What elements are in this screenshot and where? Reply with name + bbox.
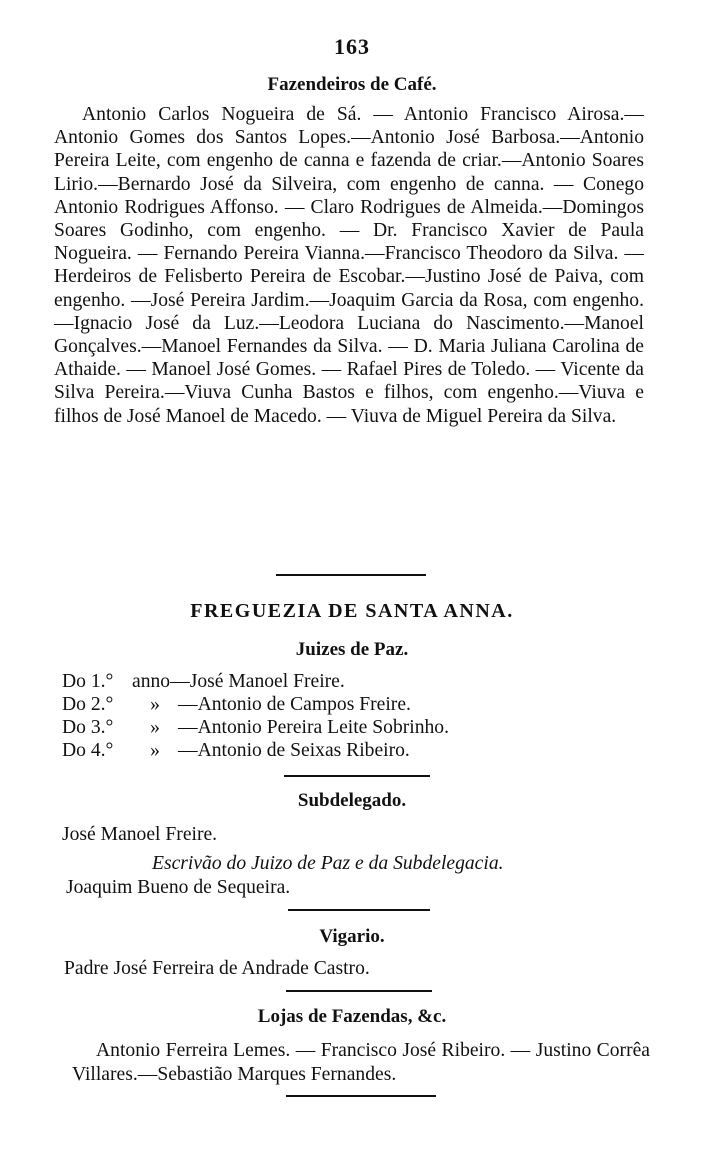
juiz-ordinal: Do 4.° (62, 740, 114, 761)
divider (286, 990, 432, 992)
section-heading-fazendeiros: Fazendeiros de Café. (267, 74, 437, 95)
section-heading-juizes: Juizes de Paz. (295, 639, 409, 660)
juiz-name: —Antonio de Seixas Ribeiro. (178, 740, 410, 761)
juiz-name: —Antonio Pereira Leite Sobrinho. (178, 717, 449, 738)
juiz-ordinal: Do 1.° (62, 671, 114, 692)
juiz-mark: anno (132, 671, 171, 692)
lojas-list: Antonio Ferreira Lemes. — Francisco José Ribeiro. — Justino Corrêa Villares.—Sebastião Marques Fernandes. (72, 1040, 650, 1085)
subdelegado-name: José Manoel Freire. (62, 824, 218, 845)
juiz-row (62, 671, 345, 693)
fazendeiros-list: Antonio Carlos Nogueira de Sá. — Antonio Francisco Airosa.—Antonio Gomes dos Santos Lopes.—Antonio José Barbosa.—Antonio Pereira Leite, com engenho de canna e fazenda de criar.—Antonio Soares Lirio.—Bernardo José da Silveira, com engenho de canna. — Conego Antonio Rodrigues Affonso. — Claro Rodrigues de Almeida.—Domingos Soares Godinho, com engenho. — Dr. Francisco Xavier de Paula Nogueira. — Fernando Pereira Vianna.—Francisco Theodoro da Silva. — Herdeiros de Felisberto Pereira de Escobar.—Justino José de Paiva, com engenho. —José Pereira Jardim.—Joaquim Garcia da Rosa, com engenho.—Ignacio José da Luz.—Leodora Luciana do Nascimento.—Manoel Gonçalves.—Manoel Fernandes da Silva. — D. Maria Juliana Carolina de Athaide. — Manoel José Gomes. — Rafael Pires de Toledo. — Vicente da Silva Pereira.—Viuva Cunha Bastos e filhos, com engenho.—Viuva e filhos de José Manoel de Macedo. — Viuva de Miguel Pereira da Silva. (54, 104, 644, 427)
juiz-ordinal: Do 2.° (62, 694, 114, 715)
divider (284, 775, 430, 777)
section-heading-lojas: Lojas de Fazendas, &c. (257, 1006, 447, 1027)
divider (276, 574, 426, 576)
parish-title: FREGUEZIA DE SANTA ANNA. (190, 600, 514, 622)
juiz-name: —Antonio de Campos Freire. (178, 694, 411, 715)
juiz-row (62, 717, 449, 739)
juiz-row (62, 694, 411, 716)
juiz-mark: » (150, 694, 160, 715)
juiz-mark: » (150, 717, 160, 738)
clerk-name: Joaquim Bueno de Sequeira. (66, 877, 291, 898)
juiz-ordinal: Do 3.° (62, 717, 114, 738)
divider (288, 909, 430, 911)
section-heading-subdelegado: Subdelegado. (297, 790, 407, 811)
juiz-name: —José Manoel Freire. (170, 671, 345, 692)
page-number: 163 (334, 34, 370, 59)
vigario-name: Padre José Ferreira de Andrade Castro. (64, 958, 370, 979)
juiz-mark: » (150, 740, 160, 761)
clerk-title: Escrivão do Juizo de Paz e da Subdelegacia. (152, 853, 504, 874)
section-heading-vigario: Vigario. (319, 926, 385, 947)
juiz-row (62, 740, 410, 762)
divider (286, 1095, 436, 1097)
